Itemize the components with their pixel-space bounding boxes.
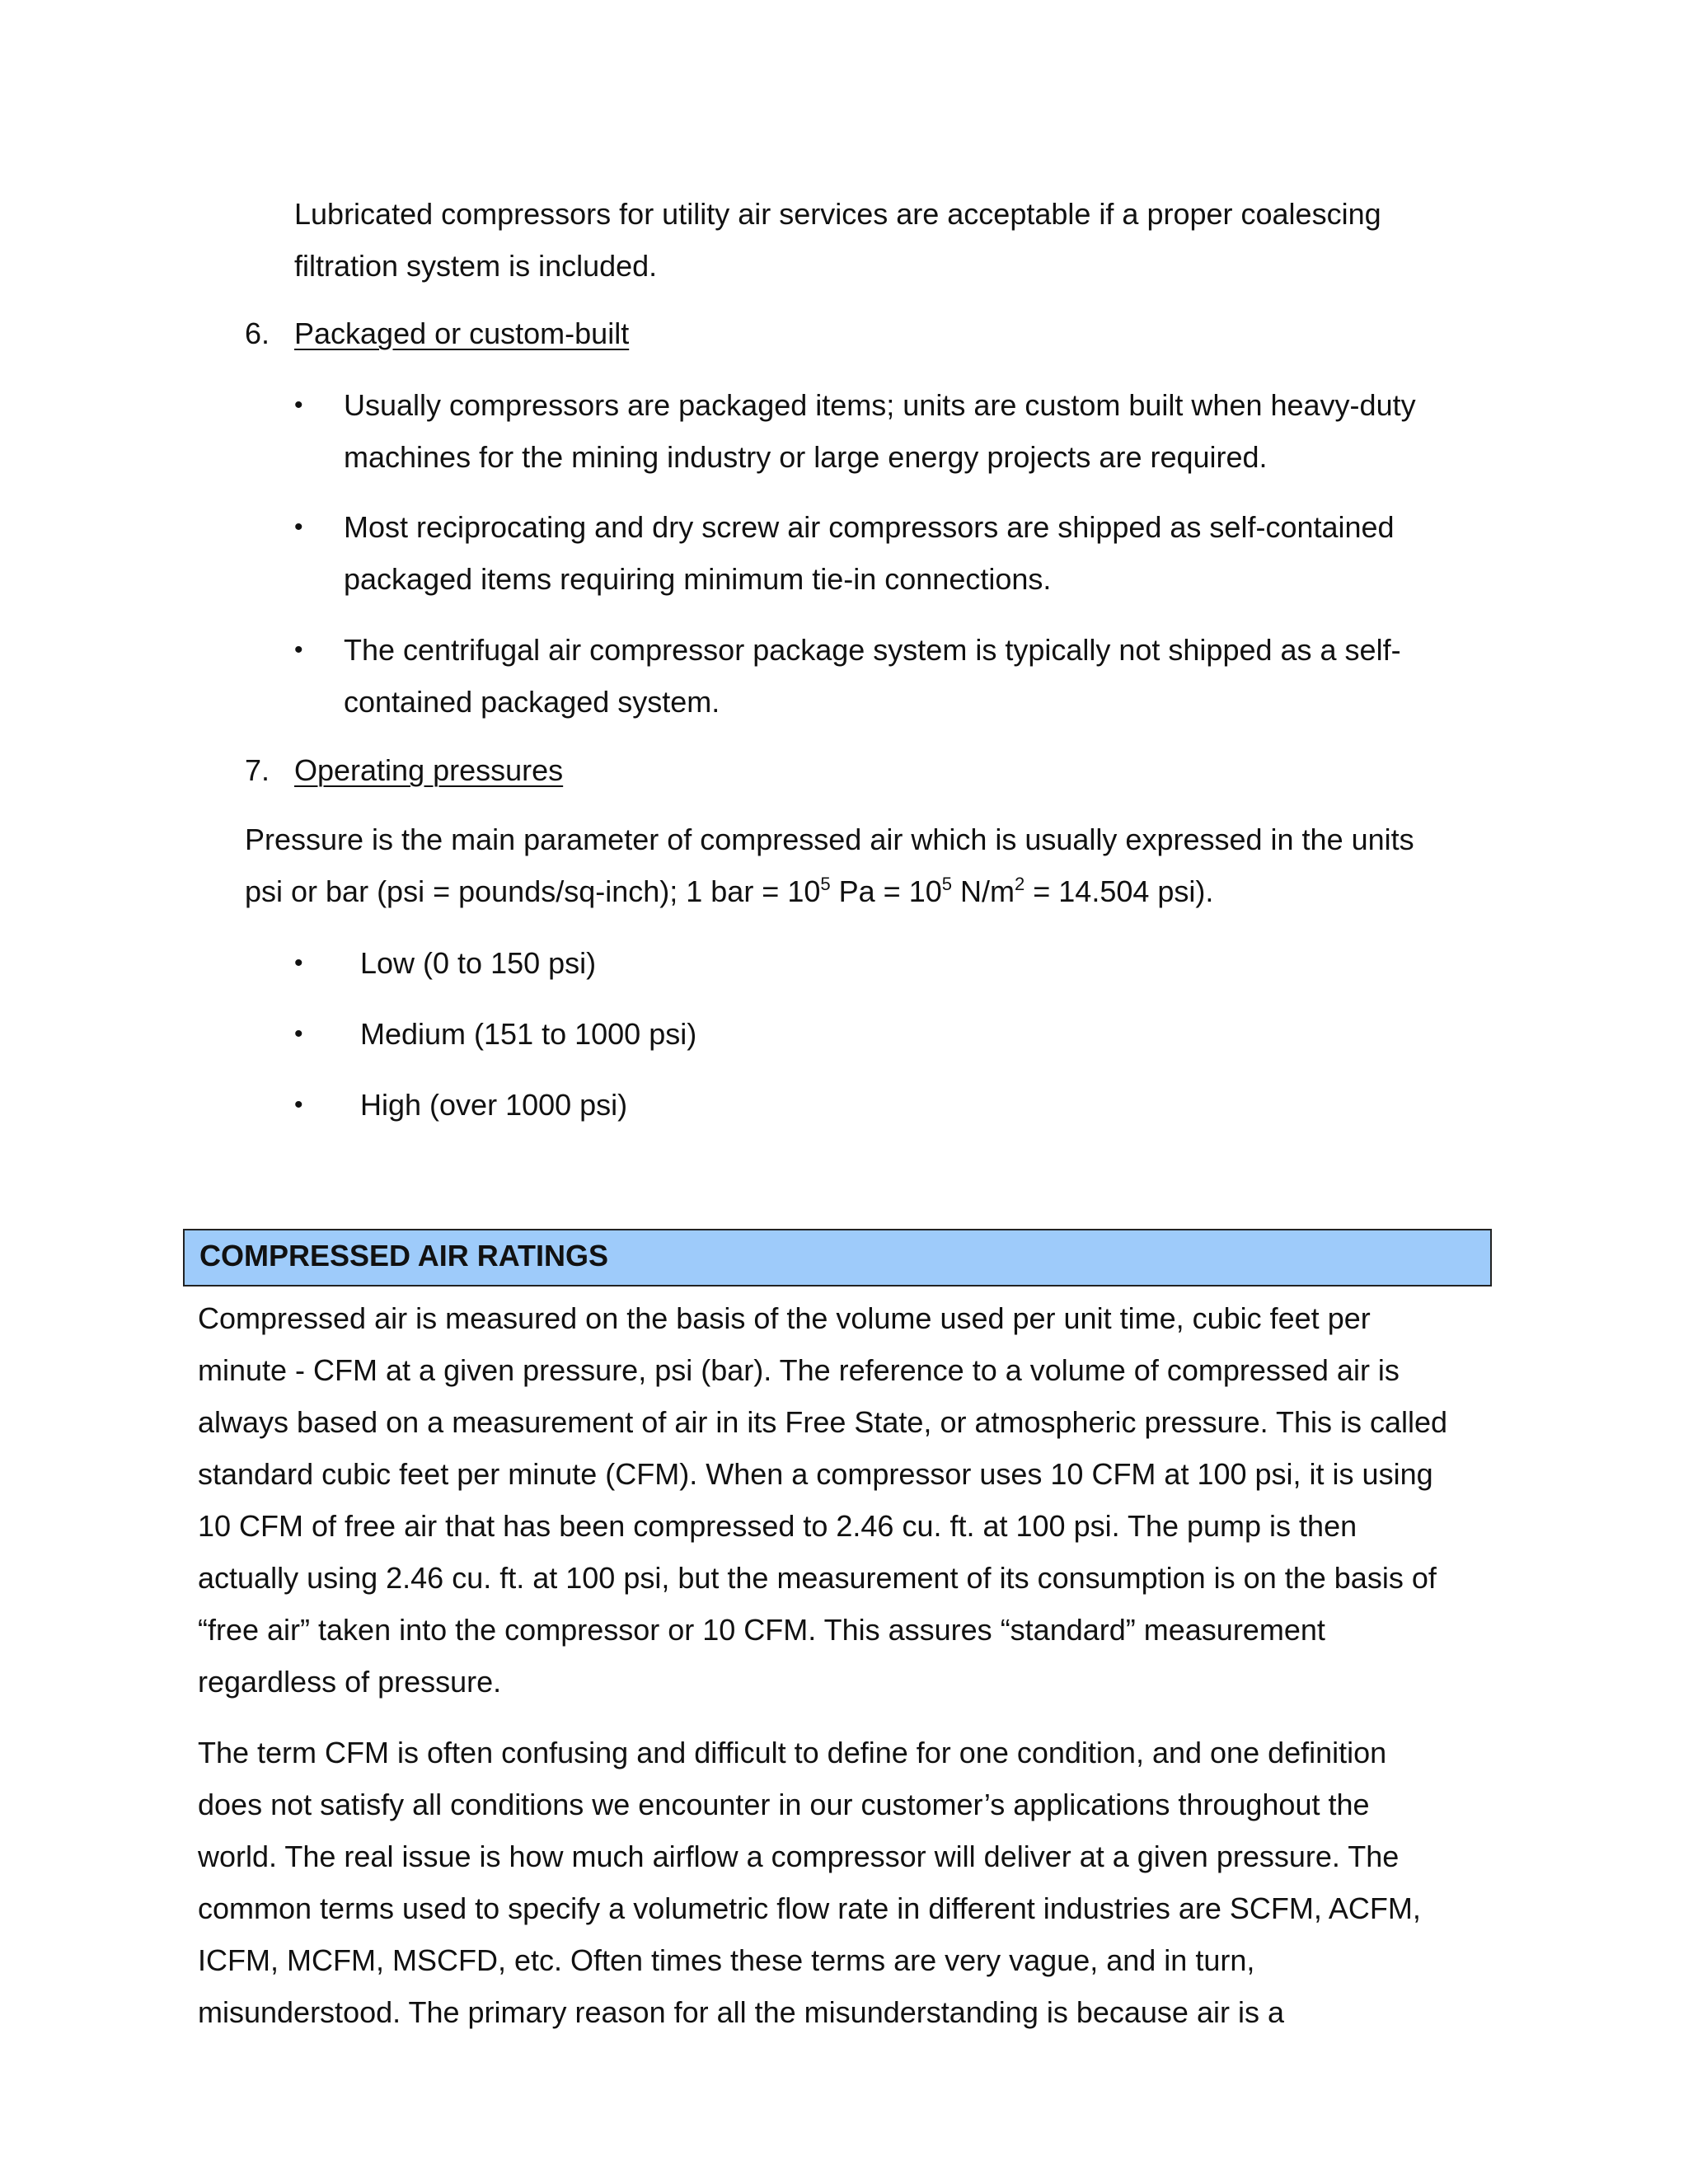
item-7-heading <box>245 744 563 796</box>
bullet-line: packaged items requiring minimum tie-in connections. <box>344 562 1052 596</box>
paragraph-line: The term CFM is often confusing and difficult to define for one condition, and one definition <box>198 1736 1387 1769</box>
intro-line-2: filtration system is included. <box>294 249 658 283</box>
item-6-number: 6. <box>245 316 270 350</box>
section-header-bar <box>183 1229 1492 1286</box>
paragraph-line: world. The real issue is how much airflow a compressor will deliver at a given pressure. The <box>198 1840 1400 1873</box>
paragraph-line: does not satisfy all conditions we encounter in our customer’s applications throughout the <box>198 1788 1370 1821</box>
paragraph-line: standard cubic feet per minute (CFM). When a compressor uses 10 CFM at 100 psi, it is using <box>198 1457 1433 1491</box>
item-7-title: Operating pressures <box>294 753 564 787</box>
bullet-icon: • <box>294 1091 303 1118</box>
paragraph-line: always based on a measurement of air in its Free State, or atmospheric pressure. This is called <box>198 1405 1448 1439</box>
item-6-title: Packaged or custom-built <box>294 316 630 350</box>
pressure-paragraph <box>245 813 1531 917</box>
pressure-bullet-list <box>294 937 1118 1135</box>
paragraph-line: misunderstood. The primary reason for all the misunderstanding is because air is a <box>198 1995 1284 2029</box>
bullet-line: Most reciprocating and dry screw air compressors are shipped as self-contained <box>344 510 1395 544</box>
item-6-heading <box>245 307 629 359</box>
paragraph-line: 10 CFM of free air that has been compressed to 2.46 cu. ft. at 100 psi. The pump is then <box>198 1509 1357 1543</box>
paragraph-line: actually using 2.46 cu. ft. at 100 psi, but the measurement of its consumption is on the basis of <box>198 1561 1437 1595</box>
pressure-medium: Medium (151 to 1000 psi) <box>360 1017 697 1051</box>
bullet-line: The centrifugal air compressor package system is typically not shipped as a self- <box>344 633 1401 667</box>
bullet-line: contained packaged system. <box>344 685 720 719</box>
bullet-line: Usually compressors are packaged items; units are custom built when heavy-duty <box>344 388 1416 422</box>
intro-line-1: Lubricated compressors for utility air services are acceptable if a proper coalescing <box>294 197 1381 231</box>
bullet-icon: • <box>294 391 303 419</box>
item-6-bullet-list <box>294 379 1531 725</box>
pressure-high: High (over 1000 psi) <box>360 1088 628 1122</box>
ratings-paragraph-2 <box>198 1727 1517 2038</box>
bullet-icon: • <box>294 949 303 977</box>
paragraph-line: “free air” taken into the compressor or 10 CFM. This assures “standard” measurement <box>198 1613 1325 1647</box>
paragraph-line: ICFM, MCFM, MSCFD, etc. Often times these terms are very vague, and in turn, <box>198 1943 1255 1977</box>
paragraph-line: regardless of pressure. <box>198 1665 502 1699</box>
pressure-line-1: Pressure is the main parameter of compressed air which is usually expressed in the units <box>245 823 1414 856</box>
paragraph-line: Compressed air is measured on the basis of the volume used per unit time, cubic feet per <box>198 1301 1371 1335</box>
paragraph-line: minute - CFM at a given pressure, psi (bar). The reference to a volume of compressed air is <box>198 1353 1400 1387</box>
bullet-icon: • <box>294 1020 303 1047</box>
bullet-icon: • <box>294 513 303 541</box>
bullet-icon: • <box>294 636 303 663</box>
section-title: COMPRESSED AIR RATINGS <box>199 1239 609 1272</box>
ratings-paragraph-1 <box>198 1292 1517 1708</box>
pressure-line-2: psi or bar (psi = pounds/sq-inch); 1 bar = $10^5$ $Pa = 10^5$ $N/m^2 = 14.504$ psi). <box>245 874 1214 908</box>
item-7-number: 7. <box>245 753 270 787</box>
paragraph-line: common terms used to specify a volumetric flow rate in different industries are SCFM, ACFM, <box>198 1891 1421 1925</box>
bullet-line: machines for the mining industry or large energy projects are required. <box>344 440 1268 474</box>
intro-paragraph <box>294 188 1531 292</box>
pressure-low: Low (0 to 150 psi) <box>360 946 597 980</box>
